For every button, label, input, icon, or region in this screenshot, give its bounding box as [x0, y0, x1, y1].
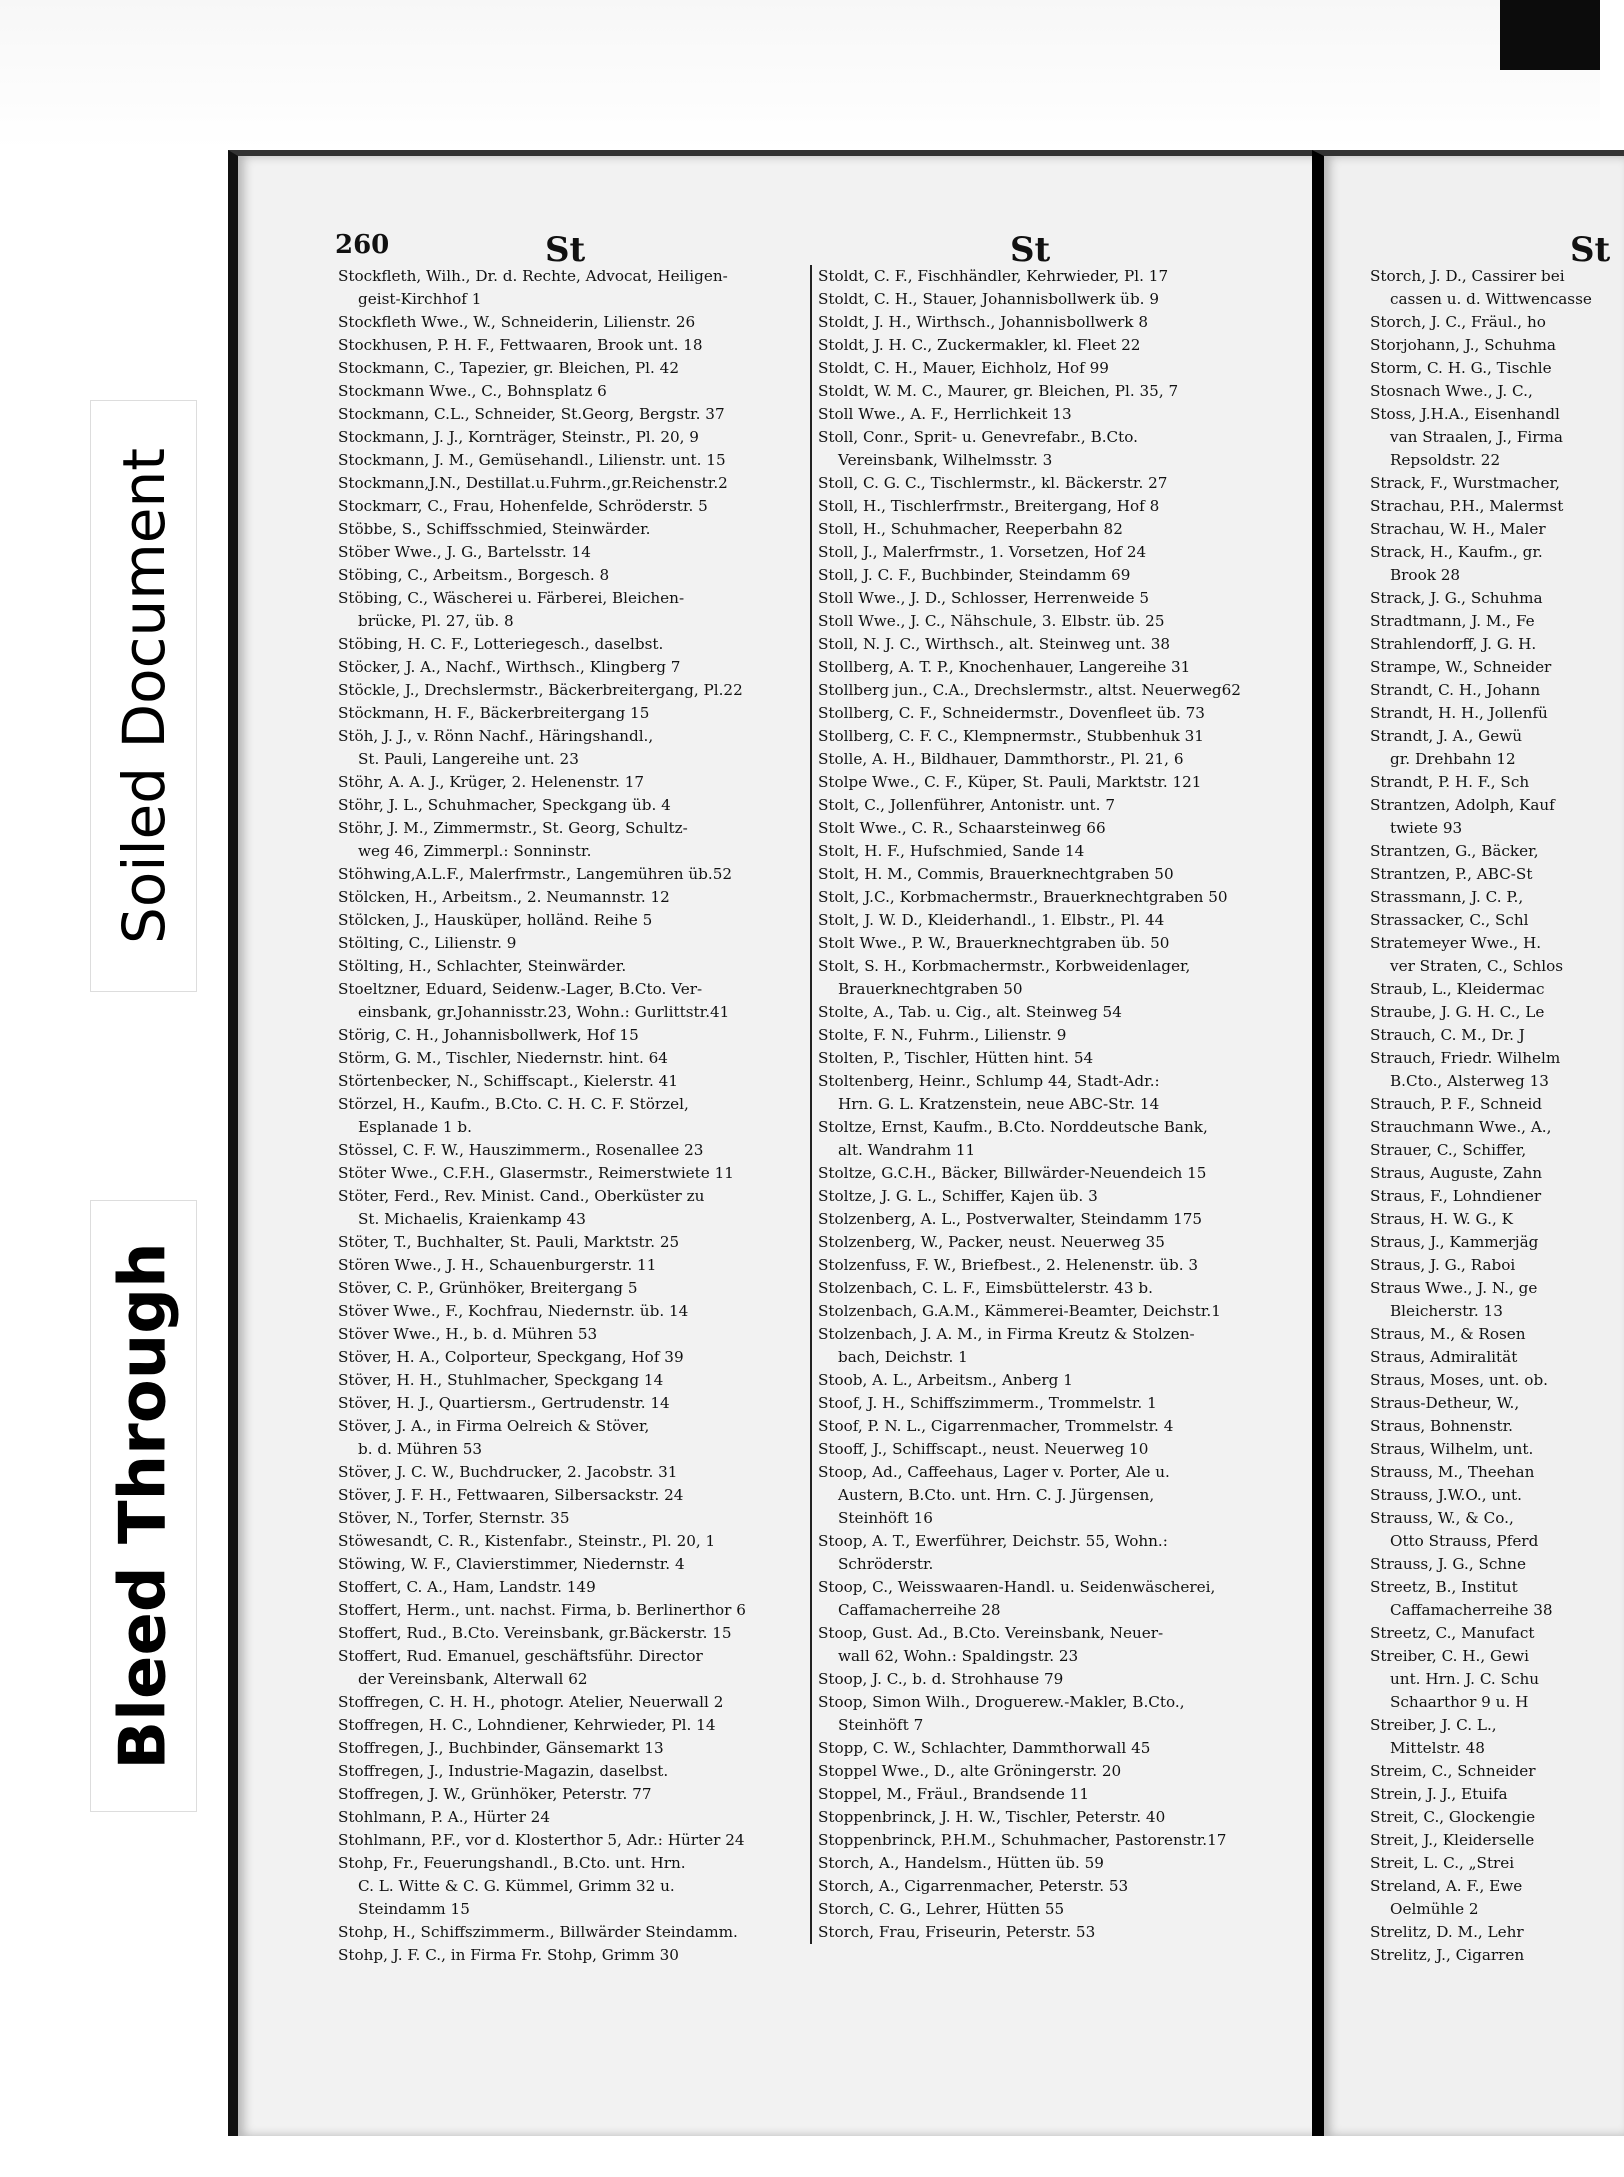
directory-entry: Stoll, H., Tischlerfrmstr., Breitergang, Hof 8: [818, 497, 1160, 515]
directory-entry: Strein, J. J., Etuifa: [1370, 1785, 1508, 1803]
directory-entry: weg 46, Zimmerpl.: Sonninstr.: [358, 842, 592, 860]
directory-entry: Stockmann, C., Tapezier, gr. Bleichen, Pl. 42: [338, 359, 680, 377]
directory-entry: Stoldt, C. H., Stauer, Johannisbollwerk üb. 9: [818, 290, 1159, 308]
directory-entry: Stoob, A. L., Arbeitsm., Anberg 1: [818, 1371, 1073, 1389]
directory-entry: Schröderstr.: [838, 1555, 934, 1573]
directory-entry: Stolt, C., Jollenführer, Antonistr. unt. 7: [818, 796, 1115, 814]
directory-entry: Steinhöft 7: [838, 1716, 924, 1734]
directory-entry: Stöhr, A. A. J., Krüger, 2. Helenenstr. 17: [338, 773, 645, 791]
directory-entry: Stockmann, J. J., Kornträger, Steinstr., Pl. 20, 9: [338, 428, 699, 446]
directory-entry: Stoldt, C. H., Mauer, Eichholz, Hof 99: [818, 359, 1109, 377]
directory-entry: Stoop, J. C., b. d. Strohhause 79: [818, 1670, 1064, 1688]
directory-entry: Stöver, C. P., Grünhöker, Breitergang 5: [338, 1279, 638, 1297]
directory-entry: Stoop, C., Weisswaaren-Handl. u. Seidenwäscherei,: [818, 1578, 1216, 1596]
directory-entry: Stölcken, H., Arbeitsm., 2. Neumannstr. 12: [338, 888, 670, 906]
directory-entry: einsbank, gr.Johannisstr.23, Wohn.: Gurlittstr.41: [358, 1003, 730, 1021]
directory-entry: Straus, Bohnenstr.: [1370, 1417, 1514, 1435]
directory-entry: Brauerknechtgraben 50: [838, 980, 1023, 998]
directory-entry: b. d. Mühren 53: [358, 1440, 483, 1458]
directory-entry: Strandt, C. H., Johann: [1370, 681, 1541, 699]
directory-entry: Strelitz, D. M., Lehr: [1370, 1923, 1524, 1941]
directory-entry: Stöber Wwe., J. G., Bartelsstr. 14: [338, 543, 591, 561]
directory-entry: Stratemeyer Wwe., H.: [1370, 934, 1542, 952]
directory-entry: Stolt, H. M., Commis, Brauerknechtgraben 50: [818, 865, 1174, 883]
directory-entry: Stoffregen, H. C., Lohndiener, Kehrwieder, Pl. 14: [338, 1716, 716, 1734]
directory-entry: Strauch, P. F., Schneid: [1370, 1095, 1543, 1113]
directory-entry: Stoldt, J. H., Wirthsch., Johannisbollwerk 8: [818, 313, 1148, 331]
directory-entry: Straus, Auguste, Zahn: [1370, 1164, 1543, 1182]
directory-entry: Stollberg, C. F. C., Klempnermstr., Stubbenhuk 31: [818, 727, 1204, 745]
directory-entry: Stoffert, Rud., B.Cto. Vereinsbank, gr.Bäckerstr. 15: [338, 1624, 732, 1642]
directory-entry: cassen u. d. Wittwencasse: [1390, 290, 1592, 308]
directory-entry: Straub, L., Kleidermac: [1370, 980, 1545, 998]
directory-entry: Stoop, Simon Wilh., Droguerew.-Makler, B.Cto.,: [818, 1693, 1185, 1711]
directory-entry: Streit, J., Kleiderselle: [1370, 1831, 1535, 1849]
directory-entry: Strassmann, J. C. P.,: [1370, 888, 1524, 906]
directory-entry: Straus, Moses, unt. ob.: [1370, 1371, 1548, 1389]
directory-entry: Stoldt, C. F., Fischhändler, Kehrwieder, Pl. 17: [818, 267, 1169, 285]
directory-entry: Stoll, J. C. F., Buchbinder, Steindamm 69: [818, 566, 1131, 584]
directory-entry: Streiber, C. H., Gewi: [1370, 1647, 1530, 1665]
directory-entry: Storch, Frau, Friseurin, Peterstr. 53: [818, 1923, 1096, 1941]
directory-entry: Störzel, H., Kaufm., B.Cto. C. H. C. F. Störzel,: [338, 1095, 689, 1113]
directory-entry: Strahlendorff, J. G. H.: [1370, 635, 1537, 653]
directory-entry: Stohp, H., Schiffszimmerm., Billwärder Steindamm.: [338, 1923, 738, 1941]
directory-entry: Streetz, C., Manufact: [1370, 1624, 1535, 1642]
directory-entry: Stoll, Conr., Sprit- u. Genevrefabr., B.Cto.: [818, 428, 1138, 446]
directory-entry: gr. Drehbahn 12: [1390, 750, 1516, 768]
directory-entry: Streiber, J. C. L.,: [1370, 1716, 1497, 1734]
directory-entry: bach, Deichstr. 1: [838, 1348, 968, 1366]
directory-entry: Stöter, Ferd., Rev. Minist. Cand., Oberküster zu: [338, 1187, 705, 1205]
directory-entry: Stolt, S. H., Korbmachermstr., Korbweidenlager,: [818, 957, 1191, 975]
directory-entry: Mittelstr. 48: [1390, 1739, 1485, 1757]
directory-entry: Stoffert, C. A., Ham, Landstr. 149: [338, 1578, 596, 1596]
directory-entry: St. Michaelis, Kraienkamp 43: [358, 1210, 586, 1228]
directory-entry: Stoof, P. N. L., Cigarrenmacher, Trommelstr. 4: [818, 1417, 1174, 1435]
directory-entry: Straus, F., Lohndiener: [1370, 1187, 1542, 1205]
directory-entry: Stolt Wwe., C. R., Schaarsteinweg 66: [818, 819, 1106, 837]
directory-entry: Straus Wwe., J. N., ge: [1370, 1279, 1538, 1297]
directory-entry: Stockhusen, P. H. F., Fettwaaren, Brook unt. 18: [338, 336, 703, 354]
directory-entry: Stoll, J., Malerfrmstr., 1. Vorsetzen, Hof 24: [818, 543, 1147, 561]
running-head-right: St: [1570, 230, 1611, 270]
directory-entry: Stoffert, Rud. Emanuel, geschäftsführ. Director: [338, 1647, 703, 1665]
soiled-document-label: [90, 400, 197, 992]
directory-entry: Störtenbecker, N., Schiffscapt., Kielerstr. 41: [338, 1072, 679, 1090]
directory-entry: van Straalen, J., Firma: [1390, 428, 1563, 446]
directory-entry: Stöwing, W. F., Clavierstimmer, Niedernstr. 4: [338, 1555, 685, 1573]
directory-entry: Strauss, M., Theehan: [1370, 1463, 1535, 1481]
directory-entry: Stockmann, J. M., Gemüsehandl., Lilienstr. unt. 15: [338, 451, 726, 469]
directory-entry: Stoop, A. T., Ewerführer, Deichstr. 55, Wohn.:: [818, 1532, 1168, 1550]
directory-entry: Stolzenbach, G.A.M., Kämmerei-Beamter, Deichstr.1: [818, 1302, 1221, 1320]
directory-entry: Strauss, J.W.O., unt.: [1370, 1486, 1522, 1504]
bleed-through-label: [90, 1200, 197, 1812]
directory-entry: Stoltze, G.C.H., Bäcker, Billwärder-Neuendeich 15: [818, 1164, 1207, 1182]
directory-entry: Stohp, Fr., Feuerungshandl., B.Cto. unt. Hrn.: [338, 1854, 686, 1872]
directory-entry: Caffamacherreihe 38: [1390, 1601, 1553, 1619]
directory-entry: Stoldt, W. M. C., Maurer, gr. Bleichen, Pl. 35, 7: [818, 382, 1179, 400]
directory-entry: Stöter Wwe., C.F.H., Glasermstr., Reimerstwiete 11: [338, 1164, 734, 1182]
directory-entry: Strack, F., Wurstmacher,: [1370, 474, 1560, 492]
directory-entry: Stoll Wwe., J. D., Schlosser, Herrenweide 5: [818, 589, 1150, 607]
directory-entry: Strachau, P.H., Malermst: [1370, 497, 1564, 515]
directory-entry: Störm, G. M., Tischler, Niedernstr. hint. 64: [338, 1049, 668, 1067]
directory-column-left: [338, 265, 818, 1967]
directory-entry: Stoll, H., Schuhmacher, Reeperbahn 82: [818, 520, 1123, 538]
directory-entry: Streit, L. C., „Strei: [1370, 1854, 1515, 1872]
directory-entry: Stöhr, J. M., Zimmermstr., St. Georg, Schultz-: [338, 819, 688, 837]
directory-entry: St. Pauli, Langereihe unt. 23: [358, 750, 579, 768]
directory-entry: Stohp, J. F. C., in Firma Fr. Stohp, Grimm 30: [338, 1946, 679, 1964]
directory-entry: Stoltenberg, Heinr., Schlump 44, Stadt-Adr.:: [818, 1072, 1160, 1090]
directory-entry: Stoppel Wwe., D., alte Gröningerstr. 20: [818, 1762, 1122, 1780]
directory-column-right: [1370, 265, 1600, 1967]
directory-entry: Stoof, J. H., Schiffszimmerm., Trommelstr. 1: [818, 1394, 1157, 1412]
directory-entry: Straus, J., Kammerjäg: [1370, 1233, 1539, 1251]
directory-entry: Strauch, C. M., Dr. J: [1370, 1026, 1525, 1044]
directory-entry: Stockmann Wwe., C., Bohnsplatz 6: [338, 382, 607, 400]
directory-entry: Stölting, C., Lilienstr. 9: [338, 934, 517, 952]
directory-entry: Stöver, H. J., Quartiersm., Gertrudenstr. 14: [338, 1394, 670, 1412]
directory-entry: Vereinsbank, Wilhelmsstr. 3: [838, 451, 1053, 469]
running-head-left: St: [545, 230, 586, 270]
directory-entry: Stöckle, J., Drechslermstr., Bäckerbreitergang, Pl.22: [338, 681, 743, 699]
directory-entry: Stolt, J.C., Korbmachermstr., Brauerknechtgraben 50: [818, 888, 1228, 906]
directory-entry: B.Cto., Alsterweg 13: [1390, 1072, 1549, 1090]
directory-entry: Straus, Wilhelm, unt.: [1370, 1440, 1534, 1458]
directory-entry: Stöckmann, H. F., Bäckerbreitergang 15: [338, 704, 650, 722]
directory-entry: Stoll Wwe., J. C., Nähschule, 3. Elbstr. üb. 25: [818, 612, 1165, 630]
directory-entry: Stöver, H. A., Colporteur, Speckgang, Hof 39: [338, 1348, 684, 1366]
directory-entry: Storjohann, J., Schuhma: [1370, 336, 1556, 354]
directory-entry: Stoppenbrinck, P.H.M., Schuhmacher, Pastorenstr.17: [818, 1831, 1227, 1849]
directory-entry: Stölting, H., Schlachter, Steinwärder.: [338, 957, 627, 975]
directory-entry: Austern, B.Cto. unt. Hrn. C. J. Jürgensen,: [838, 1486, 1155, 1504]
directory-entry: Stoppenbrinck, J. H. W., Tischler, Peterstr. 40: [818, 1808, 1166, 1826]
directory-entry: alt. Wandrahm 11: [838, 1141, 976, 1159]
directory-entry: Stolzenbach, C. L. F., Eimsbüttelerstr. 43 b.: [818, 1279, 1153, 1297]
directory-entry: Bleicherstr. 13: [1390, 1302, 1503, 1320]
directory-entry: Stohlmann, P.F., vor d. Klosterthor 5, Adr.: Hürter 24: [338, 1831, 745, 1849]
directory-entry: Stooff, J., Schiffscapt., neust. Neuerweg 10: [818, 1440, 1149, 1458]
directory-entry: Straus, H. W. G., K: [1370, 1210, 1513, 1228]
directory-entry: Strantzen, G., Bäcker,: [1370, 842, 1539, 860]
directory-entry: Stöver, N., Torfer, Sternstr. 35: [338, 1509, 570, 1527]
directory-entry: Strassacker, C., Schl: [1370, 911, 1529, 929]
directory-entry: Stöbbe, S., Schiffsschmied, Steinwärder.: [338, 520, 651, 538]
directory-entry: Strandt, H. H., Jollenfü: [1370, 704, 1548, 722]
directory-entry: Storch, A., Handelsm., Hütten üb. 59: [818, 1854, 1104, 1872]
directory-entry: Stölcken, J., Hausküper, holländ. Reihe 5: [338, 911, 653, 929]
directory-entry: Brook 28: [1390, 566, 1461, 584]
directory-entry: Strantzen, Adolph, Kauf: [1370, 796, 1555, 814]
directory-entry: Strandt, P. H. F., Sch: [1370, 773, 1530, 791]
directory-entry: Stoll Wwe., A. F., Herrlichkeit 13: [818, 405, 1072, 423]
directory-entry: Stockmann,J.N., Destillat.u.Fuhrm.,gr.Reichenstr.2: [338, 474, 728, 492]
directory-entry: Stollberg, C. F., Schneidermstr., Dovenfleet üb. 73: [818, 704, 1205, 722]
directory-entry: Stockfleth, Wilh., Dr. d. Rechte, Advocat, Heiligen-: [338, 267, 728, 285]
page-number: 260: [335, 230, 390, 260]
directory-entry: Straus, M., & Rosen: [1370, 1325, 1526, 1343]
directory-entry: twiete 93: [1390, 819, 1463, 837]
directory-entry: Stockfleth Wwe., W., Schneiderin, Lilienstr. 26: [338, 313, 696, 331]
directory-entry: Stolzenberg, W., Packer, neust. Neuerweg 35: [818, 1233, 1165, 1251]
directory-entry: Storch, J. D., Cassirer bei: [1370, 267, 1565, 285]
directory-entry: Stollberg, A. T. P., Knochenhauer, Langereihe 31: [818, 658, 1191, 676]
directory-entry: Repsoldstr. 22: [1390, 451, 1501, 469]
directory-entry: Stoffregen, J., Buchbinder, Gänsemarkt 13: [338, 1739, 664, 1757]
directory-entry: Stöver, H. H., Stuhlmacher, Speckgang 14: [338, 1371, 664, 1389]
directory-entry: Stöwesandt, C. R., Kistenfabr., Steinstr., Pl. 20, 1: [338, 1532, 716, 1550]
directory-entry: Straus, J. G., Raboi: [1370, 1256, 1516, 1274]
directory-entry: Stöhr, J. L., Schuhmacher, Speckgang üb. 4: [338, 796, 671, 814]
directory-entry: Stöver, J. F. H., Fettwaaren, Silbersackstr. 24: [338, 1486, 684, 1504]
directory-entry: Stoffregen, C. H. H., photogr. Atelier, Neuerwall 2: [338, 1693, 724, 1711]
directory-entry: Streland, A. F., Ewe: [1370, 1877, 1523, 1895]
directory-entry: Stockmarr, C., Frau, Hohenfelde, Schröderstr. 5: [338, 497, 708, 515]
directory-entry: Stoltze, J. G. L., Schiffer, Kajen üb. 3: [818, 1187, 1098, 1205]
directory-entry: Stollberg jun., C.A., Drechslermstr., altst. Neuerweg62: [818, 681, 1241, 699]
directory-entry: C. L. Witte & C. G. Kümmel, Grimm 32 u.: [358, 1877, 675, 1895]
directory-entry: Caffamacherreihe 28: [838, 1601, 1001, 1619]
directory-entry: Stören Wwe., J. H., Schauenburgerstr. 11: [338, 1256, 657, 1274]
directory-entry: Stoeltzner, Eduard, Seidenw.-Lager, B.Cto. Ver-: [338, 980, 703, 998]
directory-entry: Stolzenbach, J. A. M., in Firma Kreutz & Stolzen-: [818, 1325, 1195, 1343]
directory-entry: Straube, J. G. H. C., Le: [1370, 1003, 1545, 1021]
directory-entry: Stoll, C. G. C., Tischlermstr., kl. Bäckerstr. 27: [818, 474, 1168, 492]
directory-entry: Stolt Wwe., P. W., Brauerknechtgraben üb. 50: [818, 934, 1170, 952]
directory-entry: Stohlmann, P. A., Hürter 24: [338, 1808, 550, 1826]
directory-entry: Stockmann, C.L., Schneider, St.Georg, Bergstr. 37: [338, 405, 725, 423]
directory-entry: Oelmühle 2: [1390, 1900, 1479, 1918]
directory-entry: Störig, C. H., Johannisbollwerk, Hof 15: [338, 1026, 639, 1044]
directory-entry: Stöbing, C., Wäscherei u. Färberei, Bleichen-: [338, 589, 685, 607]
directory-entry: Strandt, J. A., Gewü: [1370, 727, 1523, 745]
directory-entry: Strack, J. G., Schuhma: [1370, 589, 1543, 607]
directory-entry: Strantzen, P., ABC-St: [1370, 865, 1533, 883]
directory-entry: Esplanade 1 b.: [358, 1118, 472, 1136]
directory-entry: Stöbing, H. C. F., Lotteriegesch., daselbst.: [338, 635, 664, 653]
directory-entry: wall 62, Wohn.: Spaldingstr. 23: [838, 1647, 1079, 1665]
directory-entry: brücke, Pl. 27, üb. 8: [358, 612, 514, 630]
directory-entry: Stosnach Wwe., J. C.,: [1370, 382, 1533, 400]
directory-entry: Stolle, A. H., Bildhauer, Dammthorstr., Pl. 21, 6: [818, 750, 1184, 768]
directory-entry: Stolt, H. F., Hufschmied, Sande 14: [818, 842, 1085, 860]
directory-entry: Stolt, J. W. D., Kleiderhandl., 1. Elbstr., Pl. 44: [818, 911, 1165, 929]
directory-entry: ver Straten, C., Schlos: [1390, 957, 1564, 975]
directory-entry: unt. Hrn. J. C. Schu: [1390, 1670, 1540, 1688]
directory-entry: Strauss, W., & Co.,: [1370, 1509, 1514, 1527]
directory-entry: der Vereinsbank, Alterwall 62: [358, 1670, 588, 1688]
directory-entry: Streim, C., Schneider: [1370, 1762, 1536, 1780]
directory-entry: Stöbing, C., Arbeitsm., Borgesch. 8: [338, 566, 610, 584]
directory-entry: Stolte, F. N., Fuhrm., Lilienstr. 9: [818, 1026, 1067, 1044]
directory-entry: Stolten, P., Tischler, Hütten hint. 54: [818, 1049, 1094, 1067]
directory-entry: Strauss, J. G., Schne: [1370, 1555, 1526, 1573]
directory-entry: Hrn. G. L. Kratzenstein, neue ABC-Str. 14: [838, 1095, 1160, 1113]
directory-entry: Stöver Wwe., H., b. d. Mühren 53: [338, 1325, 598, 1343]
directory-entry: Stöver, J. C. W., Buchdrucker, 2. Jacobstr. 31: [338, 1463, 678, 1481]
directory-entry: Stöcker, J. A., Nachf., Wirthsch., Klingberg 7: [338, 658, 681, 676]
directory-entry: Storch, J. C., Fräul., ho: [1370, 313, 1546, 331]
directory-entry: Stradtmann, J. M., Fe: [1370, 612, 1535, 630]
directory-entry: Schaarthor 9 u. H: [1390, 1693, 1529, 1711]
directory-entry: Storch, A., Cigarrenmacher, Peterstr. 53: [818, 1877, 1129, 1895]
directory-entry: geist-Kirchhof 1: [358, 290, 482, 308]
directory-entry: Strampe, W., Schneider: [1370, 658, 1552, 676]
directory-entry: Stolzenfuss, F. W., Briefbest., 2. Helenenstr. üb. 3: [818, 1256, 1199, 1274]
directory-entry: Strack, H., Kaufm., gr.: [1370, 543, 1543, 561]
directory-entry: Strauch, Friedr. Wilhelm: [1370, 1049, 1561, 1067]
directory-entry: Stoffregen, J., Industrie-Magazin, daselbst.: [338, 1762, 669, 1780]
directory-entry: Stöter, T., Buchhalter, St. Pauli, Marktstr. 25: [338, 1233, 680, 1251]
directory-entry: Stoffert, Herm., unt. nachst. Firma, b. Berlinerthor 6: [338, 1601, 746, 1619]
directory-entry: Stöh, J. J., v. Rönn Nachf., Häringshandl.,: [338, 727, 654, 745]
soiled-document-text: Soiled Document: [109, 448, 178, 944]
directory-entry: Strauchmann Wwe., A.,: [1370, 1118, 1552, 1136]
directory-entry: Strelitz, J., Cigarren: [1370, 1946, 1525, 1964]
directory-entry: Streit, C., Glockengie: [1370, 1808, 1536, 1826]
directory-entry: Stoldt, J. H. C., Zuckermakler, kl. Fleet 22: [818, 336, 1141, 354]
directory-entry: Stoppel, M., Fräul., Brandsende 11: [818, 1785, 1090, 1803]
directory-entry: Strachau, W. H., Maler: [1370, 520, 1546, 538]
directory-entry: Stolte, A., Tab. u. Cig., alt. Steinweg 54: [818, 1003, 1122, 1021]
directory-entry: Stöhwing,A.L.F., Malerfrmstr., Langemühren üb.52: [338, 865, 733, 883]
directory-entry: Stoll, N. J. C., Wirthsch., alt. Steinweg unt. 38: [818, 635, 1171, 653]
directory-entry: Stöver, J. A., in Firma Oelreich & Stöver,: [338, 1417, 650, 1435]
scan-dark-corner: [1500, 0, 1600, 70]
directory-entry: Stoss, J.H.A., Eisenhandl: [1370, 405, 1560, 423]
directory-entry: Steindamm 15: [358, 1900, 470, 1918]
directory-entry: Strauer, C., Schiffer,: [1370, 1141, 1527, 1159]
directory-entry: Stoltze, Ernst, Kaufm., B.Cto. Norddeutsche Bank,: [818, 1118, 1208, 1136]
directory-entry: Straus, Admiralität: [1370, 1348, 1518, 1366]
directory-entry: Streetz, B., Institut: [1370, 1578, 1518, 1596]
directory-entry: Steinhöft 16: [838, 1509, 933, 1527]
scan-top-shadow: [0, 0, 1600, 150]
directory-entry: Stössel, C. F. W., Hauszimmerm., Rosenallee 23: [338, 1141, 704, 1159]
running-head-center: St: [1010, 230, 1051, 270]
directory-entry: Stoop, Ad., Caffeehaus, Lager v. Porter, Ale u.: [818, 1463, 1170, 1481]
directory-entry: Stöver Wwe., F., Kochfrau, Niedernstr. üb. 14: [338, 1302, 689, 1320]
directory-entry: Stoop, Gust. Ad., B.Cto. Vereinsbank, Neuer-: [818, 1624, 1164, 1642]
directory-entry: Stolpe Wwe., C. F., Küper, St. Pauli, Marktstr. 121: [818, 773, 1202, 791]
bleed-through-text: Bleed Through: [106, 1242, 181, 1770]
directory-entry: Stopp, C. W., Schlachter, Dammthorwall 45: [818, 1739, 1151, 1757]
directory-entry: Storch, C. G., Lehrer, Hütten 55: [818, 1900, 1065, 1918]
directory-entry: Stolzenberg, A. L., Postverwalter, Steindamm 175: [818, 1210, 1203, 1228]
directory-column-middle: [810, 265, 1300, 1944]
directory-entry: Otto Strauss, Pferd: [1390, 1532, 1539, 1550]
directory-entry: Storm, C. H. G., Tischle: [1370, 359, 1552, 377]
directory-entry: Stoffregen, J. W., Grünhöker, Peterstr. 77: [338, 1785, 652, 1803]
directory-entry: Straus-Detheur, W.,: [1370, 1394, 1520, 1412]
